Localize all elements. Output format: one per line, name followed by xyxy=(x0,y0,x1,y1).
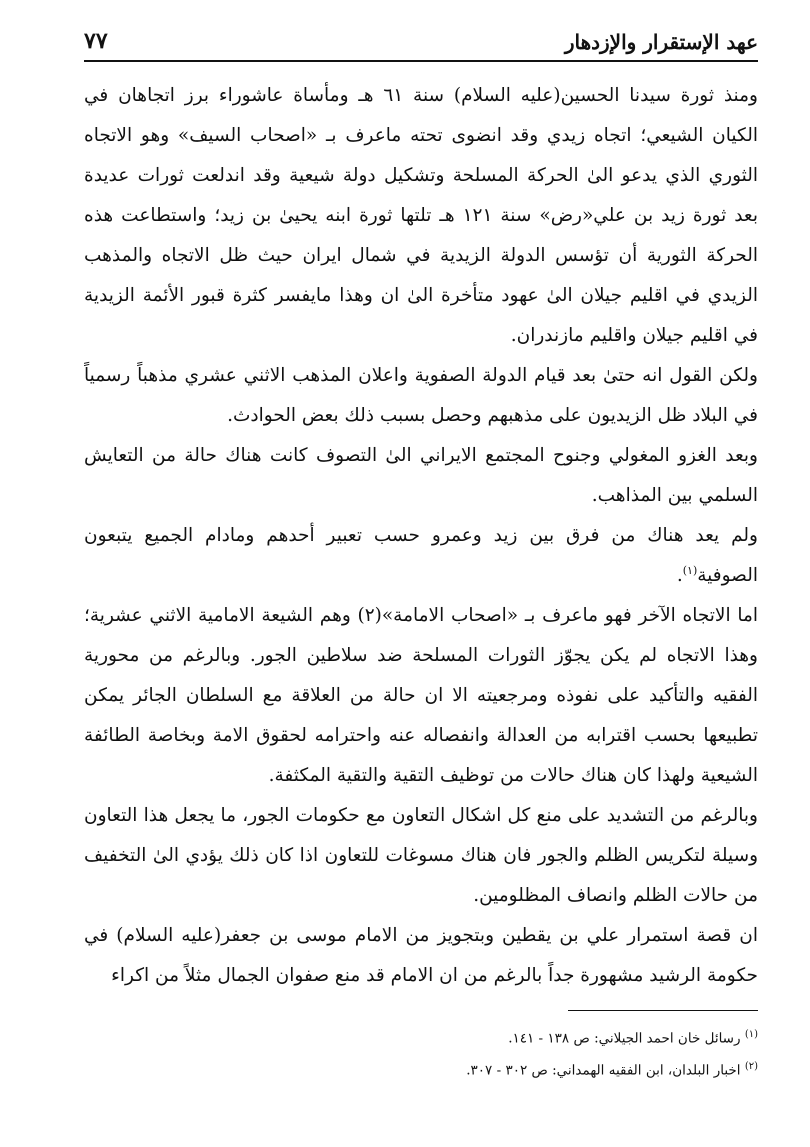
footnote-divider xyxy=(568,1010,758,1011)
paragraph-1 xyxy=(84,76,758,356)
paragraph-4: ولم يعد هناك من فرق بين زيد وعمرو حسب تعبير أحدهم ومادام الجميع يتبعون الصوفية$^{(١)}$. xyxy=(84,525,758,586)
book-page xyxy=(84,24,758,1124)
paragraph-3 xyxy=(84,436,758,516)
footnote-1-text: رسائل خان احمد الجيلاني: ص ١٣٨ - ١٤١. xyxy=(508,1030,741,1047)
paragraph-7-text: ان قصة استمرار علي بن يقطين وبتجويز من الامام موسى بن جعفر(عليه السلام) في حكومة الرشيد مشهورة جداً بالرغم من ان الامام قد منع صفوان الجمال مثلاً من اكراء xyxy=(84,925,758,986)
paragraph-6 xyxy=(84,796,758,916)
footnote-2-mark: (٢) xyxy=(744,1060,758,1072)
footnote-1 xyxy=(84,1021,758,1053)
page-number: ٧٧ xyxy=(84,28,108,54)
paragraph-2 xyxy=(84,356,758,436)
running-header xyxy=(84,24,758,62)
chapter-title: عهد الإستقرار والإزدهار xyxy=(564,30,758,54)
paragraph-6-text: وبالرغم من التشديد على منع كل اشكال التعاون مع حكومات الجور، ما يجعل هذا التعاون وسيلة لتكريس الظلم والجور فان هناك مسوغات للتعاون اذا كان ذلك يؤدي الىٰ التخفيف من حالات الظلم وانصاف المظلومين. xyxy=(84,805,758,906)
footnote-2-text: اخبار البلدان، ابن الفقيه الهمداني: ص ٣٠٢ - ٣٠٧. xyxy=(466,1062,741,1078)
footnote-2 xyxy=(84,1053,758,1085)
paragraph-3-text: وبعد الغزو المغولي وجنوح المجتمع الايراني الىٰ التصوف كانت هناك حالة من التعايش السلمي بين المذاهب. xyxy=(84,445,758,506)
paragraph-5 xyxy=(84,596,758,796)
paragraph-2-text: ولكن القول انه حتىٰ بعد قيام الدولة الصفوية واعلان المذهب الاثني عشري مذهباً رسمياً في البلاد ظل الزيديون على مذهبهم وحصل بسبب ذلك بعض الحوادث. xyxy=(84,365,758,426)
paragraph-4-text: ولم يعد هناك من فرق بين زيد وعمرو حسب تعبير أحدهم ومادام الجميع يتبعون الصوفية xyxy=(84,525,758,586)
footnotes xyxy=(84,1021,758,1084)
main-text xyxy=(84,76,758,996)
footnote-1-mark: (١) xyxy=(744,1029,758,1040)
footnote-ref-1: (١) xyxy=(682,563,698,577)
paragraph-7 xyxy=(84,916,758,996)
paragraph-5-text: اما الاتجاه الآخر فهو ماعرف بـ «اصحاب الامامة»(٢) وهم الشيعة الامامية الاثني عشرية؛ وهذا الاتجاه لم يكن يجوّز الثورات المسلحة ضد سلاطين الجور. وبالرغم من محورية الفقيه والتأكيد على نفوذه ومرجعيته الا ان حالة من العلاقة مع السلطان الجائر يمكن تطبيعها بحسب اقترابه من العدالة وانفصاله عنه واحترامه لحقوق الامة وبخاصة الطائفة الشيعية ولهذا كان هناك حالات من توظيف التقية والتقية المكثفة. xyxy=(84,605,759,786)
paragraph-1-text: ومنذ ثورة سيدنا الحسين(عليه السلام) سنة ٦١ هـ ومأساة عاشوراء برز اتجاهان في الكيان الشيعي؛ اتجاه زيدي وقد انضوى تحته ماعرف بـ «اصحاب السيف» وهو الاتجاه الثوري الذي يدعو الىٰ الحركة المسلحة وتشكيل دولة شيعية وقد اندلعت ثورات عديدة بعد ثورة زيد بن علي«رض» سنة ١٢١ هـ تلتها ثورة ابنه يحيىٰ بن زيد؛ واستطاعت هذه الحركة الثورية أن تؤسس الدولة الزيدية في شمال ايران حيث ظل الاتجاه والمذهب الزيدي في اقليم جيلان الىٰ عهود متأخرة الىٰ ان وهذا مايفسر كثرة قبور الأئمة الزيدية في اقليم جيلان واقليم مازندران. xyxy=(84,85,759,346)
